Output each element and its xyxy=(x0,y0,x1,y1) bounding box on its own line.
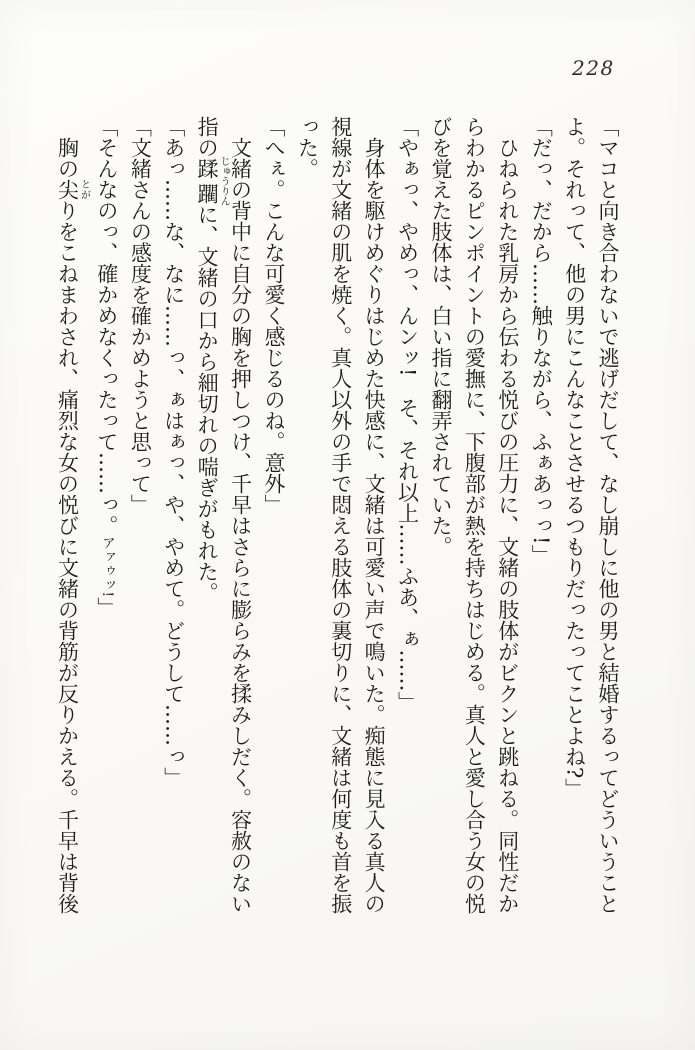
text-body xyxy=(50,116,624,916)
paragraph: 「文緒さんの感度を確かめようと思って」 xyxy=(128,116,153,515)
page-number: 228 xyxy=(572,56,615,80)
ruby-annotation: 尖 とが xyxy=(55,179,90,200)
paragraph: 「マコと向き合わないで逃げだして、なし崩しに他の男と結婚するってどういうことよ。それって、他の男にこんなことさせるつもりだったってことよね?」 xyxy=(562,116,620,914)
paragraph: 文緒の背中に自分の胸を押しつけ、千早はさらに膨らみを揉みしだく。容赦のない指の蹂躙 じゅうりんに、文緒の口から細切れの喘ぎがもれた。 xyxy=(195,116,253,914)
paragraph: 「だっ、だから……触りながら、ふぁあっっ!」 xyxy=(529,116,554,566)
paragraph: 「あっ……な、なに……っ、ぁはぁっ、や、やめて。どうして……っ」 xyxy=(161,116,186,788)
paragraph: 「そんなのっ、確かめなくったって……っ。アァゥッ!」 xyxy=(94,116,119,619)
paragraph: 胸の尖 とがりをこねまわされ、痛烈な女の悦びに文緒の背筋が反りかえる。千早は背後 xyxy=(55,137,90,914)
paragraph: 身体を駆けめぐりはじめた快感に、文緒は可愛い声で鳴いた。痴態に見入る真人の視線が文緒の肌を焼く。真人以外の手で悶える肢体の裏切りに、文緒は何度も首を振った。 xyxy=(295,116,387,914)
small-type-exclamation: アァゥッ! xyxy=(98,536,115,598)
paragraph: ひねられた乳房から伝わる悦びの圧力に、文緒の肢体がビクンと跳ねる。同性だからわかるピンポイントの愛撫に、下腹部が熱を持ちはじめる。真人と愛し合う女の悦びを覚えた肢体は、白い指に翻弄されていた。 xyxy=(428,116,520,914)
ruby-annotation: 蹂躙 じゅうりん xyxy=(195,155,230,207)
paragraph: 「やぁっ、やめっ、んンッ! そ、それ以上……ふあ、ぁ……」 xyxy=(395,116,420,713)
paragraph: 「へぇ。こんな可愛く感じるのね。意外」 xyxy=(261,116,286,515)
